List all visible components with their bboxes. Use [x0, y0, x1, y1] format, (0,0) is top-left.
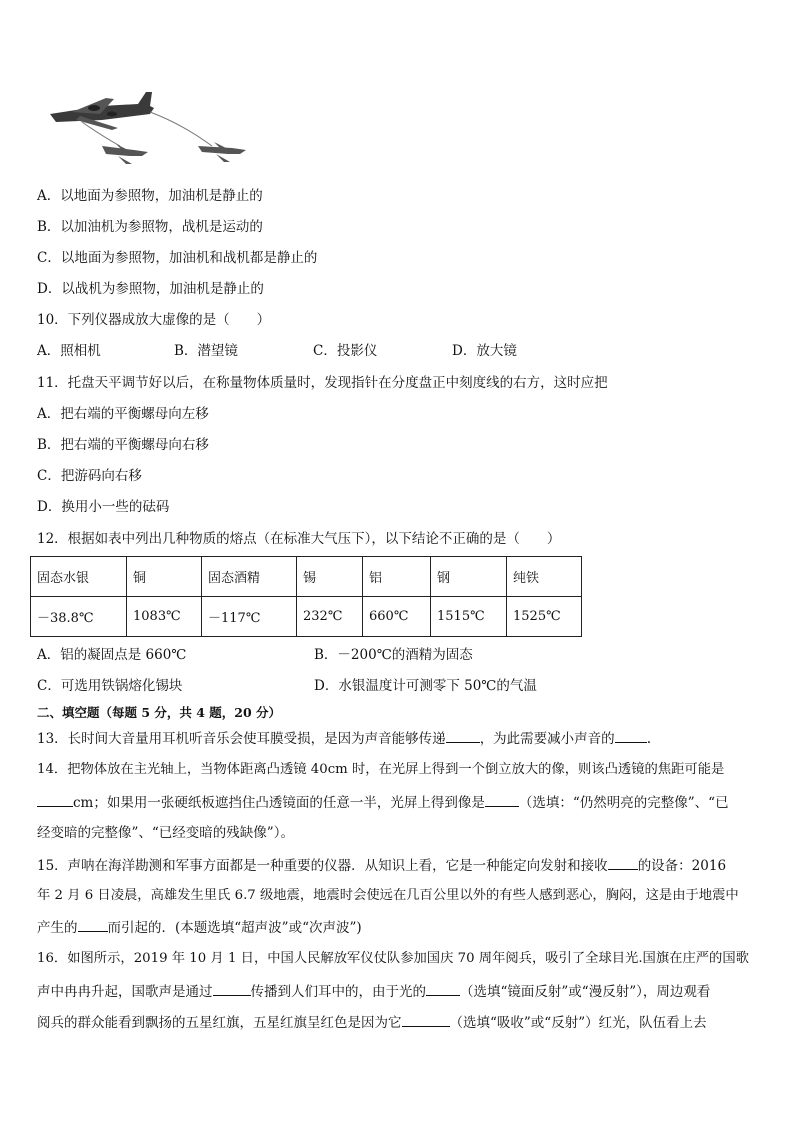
q13-blank-2[interactable]: [615, 729, 647, 743]
table-cell: 232℃: [297, 597, 363, 637]
melting-point-table: [30, 556, 582, 637]
table-cell: 1515℃: [431, 597, 507, 637]
section-heading-fill-in: 二、填空题（每题 5 分，共 4 题，20 分）: [37, 705, 282, 720]
q16-text-3b: （选填“吸收”或“反射”）红光，队伍看上去: [449, 1015, 707, 1031]
fighter-jet-left-icon: [102, 144, 148, 164]
fighter-jet-right-icon: [198, 142, 246, 162]
q15-blank-1[interactable]: [608, 856, 638, 870]
table-cell: 固态酒精: [202, 557, 297, 597]
q15-line-1: [37, 856, 726, 875]
q10-option-c: C．投影仪: [313, 343, 378, 359]
q15-line-3: [37, 918, 362, 937]
q15-text-3a: 产生的: [37, 920, 78, 936]
table-row-melting-points: [31, 597, 582, 637]
q16-line-1: 16．如图所示，2019 年 10 月 1 日，中国人民解放军仪仗队参加国庆 70 周年阅兵，吸引了全球目光.国旗在庄严的国歌: [37, 951, 749, 966]
table-cell: 铜: [127, 557, 202, 597]
q16-text-2b: 传播到人们耳中的，由于光的: [250, 984, 426, 1000]
q15-blank-2[interactable]: [78, 918, 108, 932]
q11-stem: 11．托盘天平调节好以后，在称量物体质量时，发现指针在分度盘正中刻度线的右方，这时应把: [37, 375, 608, 391]
q9-option-b: B．以加油机为参照物，战机是运动的: [37, 219, 263, 235]
q16-line-3: [37, 1013, 707, 1032]
q15-text-3b: 而引起的．(本题选填“超声波”或“次声波”): [107, 920, 362, 936]
q14-blank-2[interactable]: [485, 793, 519, 807]
table-cell: 钢: [431, 557, 507, 597]
q14-text-2b: （选填：“仍然明亮的完整像”、“已: [518, 795, 729, 811]
q11-option-c: C．把游码向右移: [37, 468, 142, 484]
q12-option-c: C．可选用铁锅熔化锡块: [37, 678, 183, 694]
table-cell: 660℃: [363, 597, 431, 637]
table-cell: 锡: [297, 557, 363, 597]
q15-line-2: 年 2 月 6 日凌晨，高雄发生里氏 6.7 级地震，地震时会使远在几百公里以外的有些人感到恶心，胸闷，这是由于地震中: [37, 888, 739, 903]
q10-stem: 10．下列仪器成放大虚像的是（ ）: [37, 312, 271, 328]
q13-blank-1[interactable]: [446, 729, 480, 743]
q11-option-d: D．换用小一些的砝码: [37, 499, 170, 515]
q10-option-a: A．照相机: [37, 343, 101, 359]
q16-blank-1[interactable]: [213, 982, 251, 996]
q15-text-1b: 的设备：2016: [637, 858, 727, 874]
refueling-aircraft-figure: [42, 84, 254, 168]
table-cell: 固态水银: [31, 557, 127, 597]
q10-option-d: D．放大镜: [452, 343, 517, 359]
table-cell: －38.8℃: [31, 597, 127, 637]
q13-text-3: .: [646, 731, 651, 747]
q14-line-1: 14．把物体放在主光轴上，当物体距离凸透镜 40cm 时，在光屏上得到一个倒立放大的像，则该凸透镜的焦距可能是: [37, 762, 725, 777]
table-row-substances: [31, 557, 582, 597]
table-cell: 铝: [363, 557, 431, 597]
q9-option-a: A．以地面为参照物，加油机是静止的: [37, 188, 263, 204]
q16-line-2: [37, 982, 710, 1001]
table-cell: 1083℃: [127, 597, 202, 637]
table-cell: 纯铁: [507, 557, 582, 597]
q16-text-2a: 声中冉冉升起，国歌声是通过: [37, 984, 213, 1000]
q12-option-d: D．水银温度计可测零下 50℃的气温: [314, 678, 537, 694]
q14-line-3: 经变暗的完整像”、“已经变暗的残缺像”）。: [37, 825, 294, 841]
q11-option-a: A．把右端的平衡螺母向左移: [37, 406, 209, 422]
q14-line-2: [37, 793, 729, 812]
q16-text-3a: 阅兵的群众能看到飘扬的五星红旗，五星红旗呈红色是因为它: [37, 1015, 402, 1031]
q14-text-2a: cm；如果用一张硬纸板遮挡住凸透镜面的任意一半，光屏上得到像是: [73, 795, 485, 811]
q16-blank-3[interactable]: [402, 1013, 450, 1027]
table-cell: 1525℃: [507, 597, 582, 637]
q11-option-b: B．把右端的平衡螺母向右移: [37, 437, 209, 453]
tanker-aircraft-icon: [50, 92, 154, 130]
q9-option-c: C．以地面为参照物，加油机和战机都是静止的: [37, 250, 318, 266]
q9-option-d: D．以战机为参照物，加油机是静止的: [37, 281, 264, 297]
q16-text-2c: （选填“镜面反射”或“漫反射”），周边观看: [460, 984, 711, 1000]
q15-text-1a: 15．声呐在海洋勘测和军事方面都是一种重要的仪器．从知识上看，它是一种能定向发射和接收: [37, 858, 608, 874]
q14-blank-1[interactable]: [37, 793, 73, 807]
table-cell: －117℃: [202, 597, 297, 637]
q13-text-1: 13．长时间大音量用耳机听音乐会使耳膜受损，是因为声音能够传递: [37, 731, 446, 747]
q10-option-b: B．潜望镜: [174, 343, 238, 359]
q13-text-2: ，为此需要减小声音的: [479, 731, 615, 747]
q12-option-a: A．铝的凝固点是 660℃: [37, 647, 187, 663]
q12-option-b: B．－200℃的酒精为固态: [314, 647, 473, 663]
q12-stem: 12．根据如表中列出几种物质的熔点（在标准大气压下），以下结论不正确的是（ ）: [37, 531, 561, 547]
q16-blank-2[interactable]: [426, 982, 460, 996]
q13: [37, 729, 651, 748]
